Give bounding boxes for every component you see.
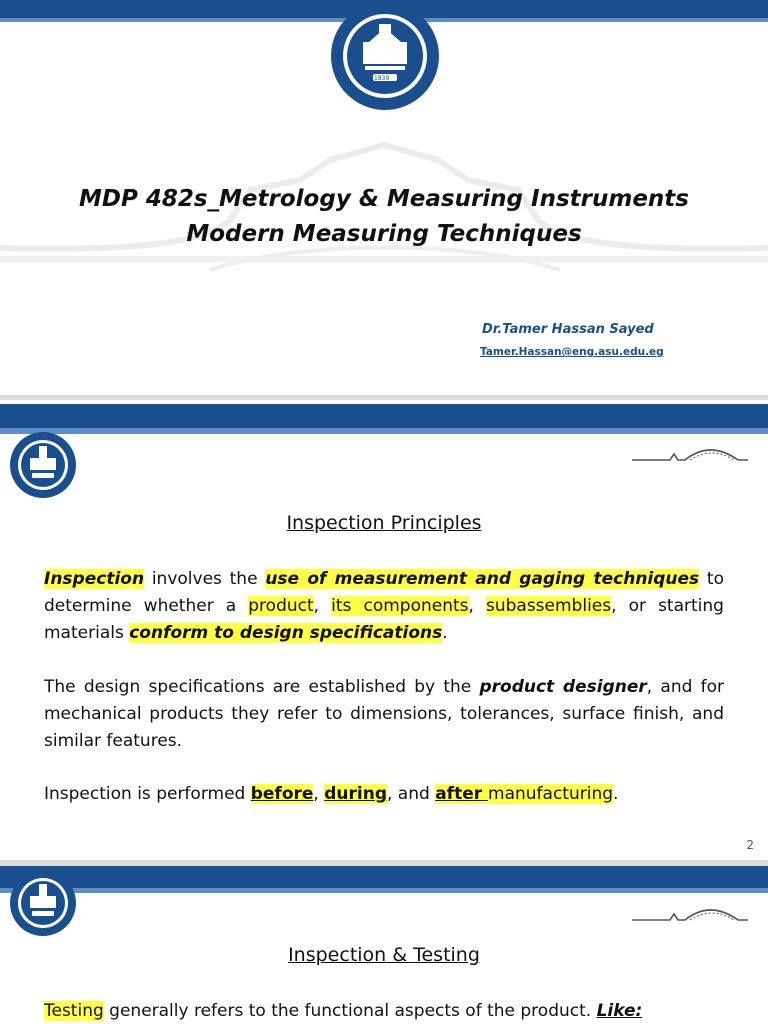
paragraph-inspection-definition (44, 566, 724, 647)
text-run: , (313, 596, 332, 616)
term-like: Like: (596, 1001, 643, 1021)
paragraph-design-specifications (44, 674, 724, 755)
highlight-product: product (248, 596, 314, 616)
course-title: MDP 482s_Metrology & Measuring Instruments (79, 186, 689, 212)
author-email-link[interactable]: Tamer.Hassan@eng.asu.edu.eg (480, 346, 664, 358)
paragraph-testing-definition (44, 998, 724, 1024)
term-inspection: Inspection (44, 569, 145, 589)
title-slide (0, 0, 768, 395)
header-band-accent (0, 428, 768, 434)
highlight-manufacturing: manufacturing (488, 784, 614, 804)
text-run: generally refers to the functional aspects of the product. (103, 1001, 597, 1021)
slide-heading: Inspection Principles (286, 512, 482, 534)
header-band-accent (0, 888, 768, 893)
page-number: 2 (746, 838, 754, 852)
dome-skyline-icon (630, 900, 750, 926)
text-run: , (468, 596, 486, 616)
text-run: . (613, 784, 619, 804)
header-band (0, 404, 768, 428)
highlight-after: after (435, 784, 489, 804)
text-run: , and for mechanical products they refer to dimensions, tolerances, surface finish, and similar features. (44, 677, 724, 751)
highlight-components: its components (331, 596, 469, 616)
term-product-designer: product designer (479, 677, 647, 697)
highlight-measurement: use of measurement and gaging techniques (265, 569, 700, 589)
header-band (0, 866, 768, 888)
highlight-during: during (324, 784, 387, 804)
author-name: Dr.Tamer Hassan Sayed (482, 322, 654, 337)
dome-skyline-icon (630, 440, 750, 466)
text-run: , and (387, 784, 436, 804)
highlight-conform: conform to design specifications (129, 623, 443, 643)
text-run: , or starting materials (44, 596, 724, 643)
text-run: Inspection is performed (44, 784, 251, 804)
paragraph-inspection-timing (44, 781, 724, 808)
content-slide-inspection-testing (0, 866, 768, 1024)
text-run: . (442, 623, 448, 643)
highlight-subassemblies: subassemblies (485, 596, 612, 616)
content-slide-inspection-principles (0, 400, 768, 860)
highlight-testing: Testing (44, 1001, 104, 1021)
university-seal-small (8, 430, 78, 500)
slide-heading: Inspection & Testing (288, 944, 480, 966)
university-seal-small (8, 868, 78, 938)
text-run: involves the (144, 569, 266, 589)
university-seal (329, 0, 441, 114)
text-run: , (313, 784, 325, 804)
course-subtitle: Modern Measuring Techniques (186, 221, 582, 247)
text-run: to determine whether a (44, 569, 724, 616)
highlight-before: before (250, 784, 314, 804)
seal-year: 1839 (374, 75, 390, 82)
text-run: The design specifications are established by the (44, 677, 480, 697)
